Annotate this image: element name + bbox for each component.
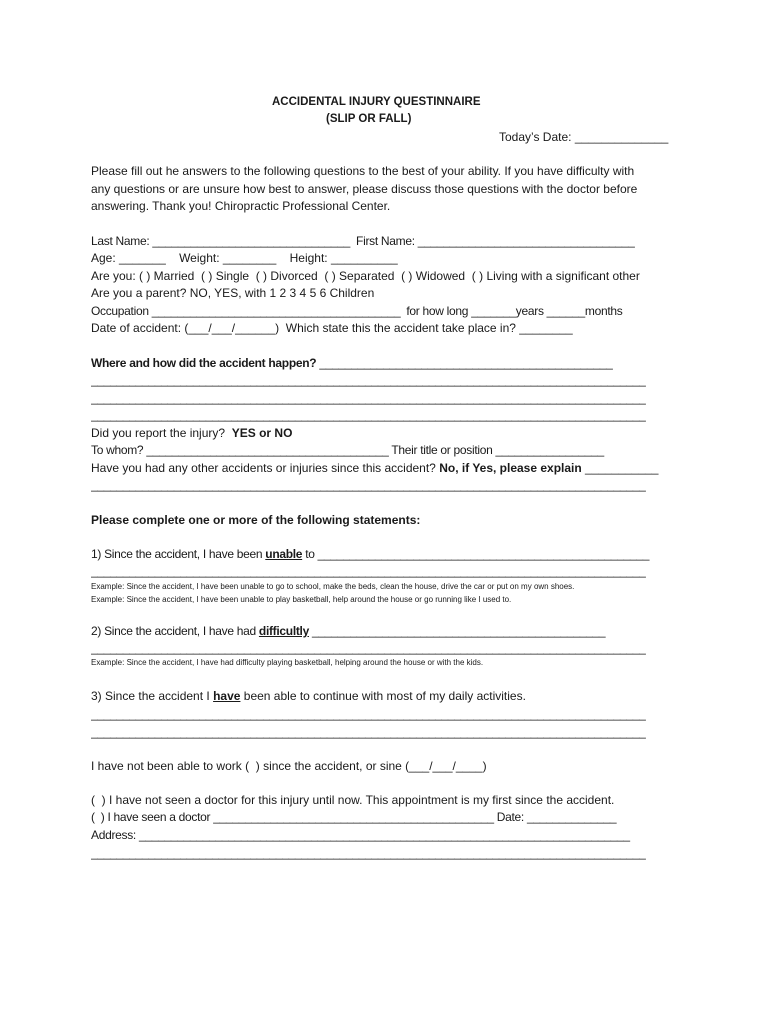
answer-line[interactable]: _______________________________________________________________________________________ [91, 564, 646, 578]
other-accidents-options[interactable]: No, if Yes, please explain [439, 461, 582, 475]
intro-line-3: answering. Thank you! Chiropractic Professional Center. [91, 199, 391, 213]
statement-2-keyword: difficultly [258, 624, 309, 638]
form-subtitle: (SLIP OR FALL) [326, 113, 412, 125]
form-title: ACCIDENTAL INJURY QUESTINNAIRE [272, 96, 481, 108]
answer-line[interactable]: _______________________________________________________________________________________ [91, 707, 646, 721]
to-whom-field[interactable]: To whom? ______________________________________ Their title or position _________________ [91, 443, 604, 457]
accident-location-question[interactable] [91, 356, 683, 371]
answer-line[interactable]: _______________________________________________________________________________________ [91, 373, 646, 387]
answer-line[interactable]: _______________________________________________________________________________________ [91, 408, 646, 422]
answer-line[interactable]: _______________________________________________________________________________________ [91, 478, 646, 492]
marital-status-options[interactable]: Are you: ( ) Married ( ) Single ( ) Divorced ( ) Separated ( ) Widowed ( ) Living with a significant other [91, 269, 640, 283]
answer-line[interactable]: _______________________________________________________________________________________ [91, 846, 646, 860]
report-injury-question[interactable] [91, 426, 683, 441]
statement-3-keyword: have [213, 689, 241, 703]
statement-1-keyword: unable [265, 547, 303, 561]
other-accidents-question[interactable] [91, 461, 683, 476]
accident-location-label: Where and how did the accident happen? [91, 356, 317, 370]
todays-date-field[interactable]: Today’s Date: ______________ [499, 130, 669, 144]
accident-location-blank[interactable]: ______________________________________________ [316, 356, 613, 370]
other-accidents-blank[interactable]: ___________ [581, 461, 659, 475]
intro-line-1: Please fill out he answers to the following questions to the best of your ability. If you have difficulty with [91, 164, 635, 178]
parent-question[interactable]: Are you a parent? NO, YES, with 1 2 3 4 5 6 Children [91, 286, 375, 300]
address-field[interactable]: Address: _____________________________________________________________________________ [91, 828, 630, 842]
statement-1-example-2: Example: Since the accident, I have been unable to play basketball, help around the house or go running like I used to. [91, 595, 512, 604]
statement-1-blank[interactable]: to ____________________________________________________ [302, 547, 650, 561]
statement-2[interactable] [91, 624, 683, 639]
statement-1-example-1: Example: Since the accident, I have been unable to go to school, make the beds, clean the house, drive the car or put on my own shoes. [91, 582, 575, 591]
answer-line[interactable]: _______________________________________________________________________________________ [91, 725, 646, 739]
other-accidents-label: Have you had any other accidents or injuries since this accident? [91, 461, 440, 475]
report-injury-label: Did you report the injury? [91, 426, 232, 440]
report-injury-options[interactable]: YES or NO [231, 426, 293, 440]
statement-2-blank[interactable]: ______________________________________________ [308, 624, 606, 638]
not-seen-doctor-option[interactable]: ( ) I have not seen a doctor for this injury until now. This appointment is my first since the accident. [91, 793, 615, 807]
work-question[interactable]: I have not been able to work ( ) since the accident, or sine (___/___/____) [91, 759, 487, 773]
statement-3-prefix: 3) Since the accident I [91, 689, 214, 703]
statement-1-prefix: 1) Since the accident, I have been [91, 547, 266, 561]
statement-1[interactable] [91, 547, 683, 562]
seen-doctor-field[interactable]: ( ) I have seen a doctor ____________________________________________ Date: ______________ [91, 810, 617, 824]
answer-line[interactable]: _______________________________________________________________________________________ [91, 391, 646, 405]
answer-line[interactable]: _______________________________________________________________________________________ [91, 641, 646, 655]
age-weight-height-fields[interactable]: Age: _______ Weight: ________ Height: __________ [91, 251, 398, 265]
statements-heading: Please complete one or more of the following statements: [91, 513, 421, 527]
intro-line-2: any questions or are unsure how best to answer, please discuss those questions with the doctor before [91, 182, 638, 196]
occupation-field[interactable]: Occupation _______________________________________ for how long _______years ______months [91, 304, 623, 318]
statement-3-suffix: been able to continue with most of my daily activities. [240, 689, 526, 703]
accident-date-field[interactable]: Date of accident: (___/___/______) Which state this the accident take place in? ________ [91, 321, 573, 335]
statement-2-prefix: 2) Since the accident, I have had [91, 624, 259, 638]
statement-2-example: Example: Since the accident, I have had difficulty playing basketball, helping around the house or with the kids. [91, 658, 484, 667]
statement-3 [91, 689, 683, 704]
name-fields[interactable]: Last Name: _______________________________ First Name: __________________________________ [91, 234, 635, 248]
